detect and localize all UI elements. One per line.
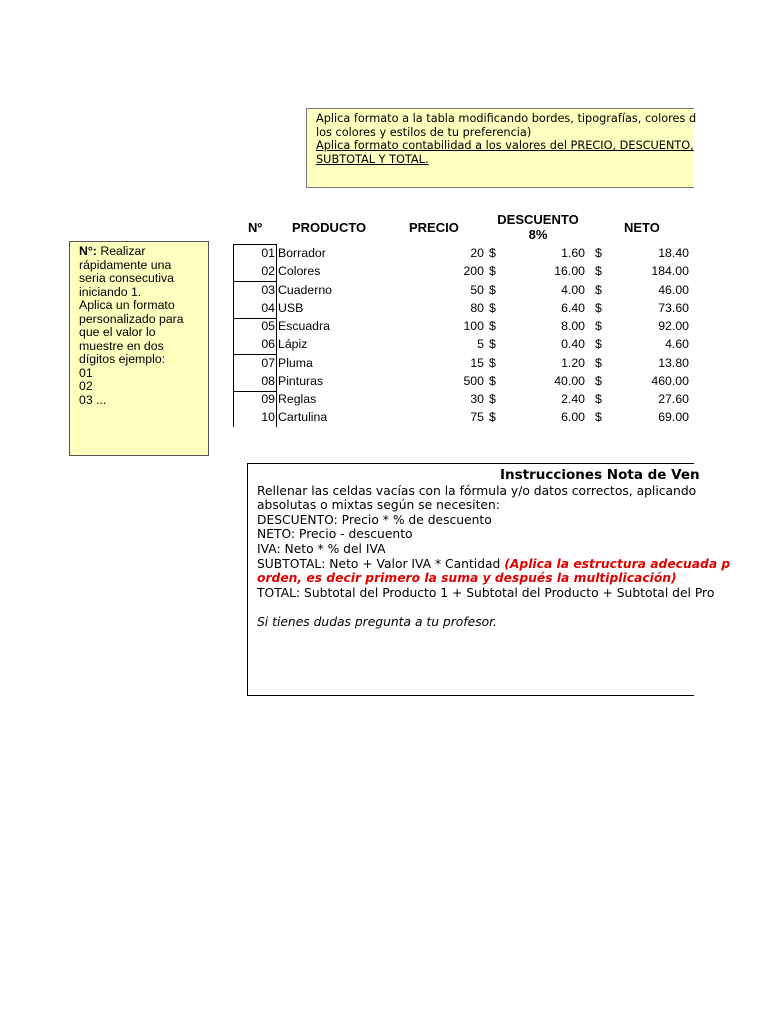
cell-discount[interactable]: 16.00 (554, 264, 585, 279)
instructions-line-subtotal (257, 556, 731, 572)
note-line-1: Aplica formato a la tabla modificando bordes, tipografías, colores d (316, 112, 697, 125)
cell-no[interactable]: 09 (261, 392, 275, 406)
cell-discount[interactable]: 6.40 (561, 300, 585, 315)
cell-net[interactable]: 13.80 (658, 355, 689, 370)
comment-line: seria consecutiva (79, 271, 175, 285)
cell-price[interactable]: 80 (470, 300, 484, 315)
table-row (232, 299, 694, 317)
table-row (232, 262, 694, 280)
cell-discount[interactable]: 8.00 (561, 319, 585, 333)
cell-net[interactable]: 18.40 (658, 246, 689, 260)
cell-no[interactable]: 04 (261, 300, 275, 315)
cell-net[interactable]: 460.00 (651, 373, 689, 388)
instructions-line-order: orden, es decir primero la suma y después la multiplicación) (257, 571, 677, 586)
comment-line-0 (79, 245, 208, 259)
currency-symbol: $ (489, 246, 496, 260)
comment-line: rápidamente una (79, 257, 172, 272)
cell-net[interactable]: 92.00 (658, 319, 689, 333)
currency-symbol: $ (595, 392, 602, 406)
currency-symbol: $ (489, 282, 496, 297)
cell-price[interactable]: 20 (470, 246, 484, 260)
comment-line: Aplica un formato (79, 298, 175, 312)
instructions-line: IVA: Neto * % del IVA (257, 541, 386, 556)
cell-product[interactable]: Lápiz (278, 337, 308, 352)
currency-symbol: $ (489, 300, 496, 315)
cell-product[interactable]: Pinturas (278, 373, 324, 388)
comment-line: que el valor lo (79, 325, 156, 339)
cell-discount[interactable]: 1.60 (561, 246, 585, 260)
cell-net[interactable]: 46.00 (658, 282, 689, 297)
cell-price[interactable]: 5 (477, 337, 484, 352)
cell-net[interactable]: 184.00 (651, 264, 689, 279)
subtotal-text: SUBTOTAL: Neto + Valor IVA * Cantidad (257, 556, 505, 571)
table-row (232, 281, 694, 299)
cell-product[interactable]: Cartulina (278, 410, 328, 425)
format-instructions-note (306, 108, 697, 188)
cell-discount[interactable]: 6.00 (561, 410, 585, 425)
currency-symbol: $ (489, 392, 496, 406)
table-row (232, 408, 694, 426)
cell-price[interactable]: 500 (463, 373, 484, 388)
cell-no[interactable]: 07 (261, 355, 275, 370)
instructions-line: absolutas o mixtas según se necesiten: (257, 498, 500, 513)
comment-line: personalizado para (79, 311, 184, 326)
cell-price[interactable]: 50 (470, 282, 484, 297)
comment-line: iniciando 1. (79, 284, 142, 299)
sales-note-instructions (247, 463, 731, 696)
cell-product[interactable]: Cuaderno (278, 282, 333, 297)
comment-line: 02 (79, 379, 93, 393)
table-row (232, 354, 694, 372)
instructions-line: TOTAL: Subtotal del Producto 1 + Subtotal del Producto + Subtotal del Pro (257, 585, 715, 600)
comment-label: N°: (79, 244, 97, 258)
cell-no[interactable]: 03 (261, 282, 275, 297)
cell-discount[interactable]: 1.20 (561, 355, 585, 370)
currency-symbol: $ (489, 410, 496, 425)
currency-symbol: $ (489, 355, 496, 370)
cell-price[interactable]: 75 (470, 410, 484, 425)
table-row (232, 244, 694, 262)
instructions-line: Rellenar las celdas vacías con la fórmula y/o datos correctos, aplicando (257, 483, 697, 498)
cell-discount[interactable]: 4.00 (561, 282, 585, 297)
instructions-line: DESCUENTO: Precio * % de descuento (257, 512, 492, 527)
cell-product[interactable]: Escuadra (278, 319, 330, 333)
note-line-2: los colores y estilos de tu preferencia) (316, 125, 532, 139)
header-discount (486, 212, 590, 242)
currency-symbol: $ (595, 246, 602, 260)
cell-price[interactable]: 30 (470, 392, 484, 406)
cell-net[interactable]: 73.60 (658, 300, 689, 315)
currency-symbol: $ (489, 337, 496, 352)
cell-no[interactable]: 02 (261, 264, 275, 279)
cell-net[interactable]: 27.60 (658, 392, 689, 406)
header-discount-pct: 8% (528, 227, 548, 242)
comment-line: 03 ... (79, 392, 107, 407)
comment-line: muestre en dos (79, 338, 164, 353)
cell-product[interactable]: USB (278, 300, 304, 315)
subtotal-hint: (Aplica la estructura adecuada p (504, 556, 731, 571)
table-row (232, 372, 694, 390)
currency-symbol: $ (595, 373, 602, 388)
instructions-footer: Si tienes dudas pregunta a tu profesor. (257, 614, 497, 629)
currency-symbol: $ (489, 373, 496, 388)
note-line-4: SUBTOTAL Y TOTAL. (316, 152, 429, 166)
instructions-title: Instrucciones Nota de Ven (500, 467, 700, 483)
cell-price[interactable]: 15 (470, 355, 484, 370)
cell-discount[interactable]: 40.00 (554, 373, 585, 388)
currency-symbol: $ (489, 319, 496, 333)
cell-product[interactable]: Borrador (278, 246, 326, 260)
cell-product[interactable]: Colores (278, 264, 321, 279)
cell-product[interactable]: Pluma (278, 355, 313, 370)
comment-line: 01 (79, 365, 93, 380)
cell-product[interactable]: Reglas (278, 392, 317, 406)
cell-net[interactable]: 69.00 (658, 410, 689, 425)
currency-symbol: $ (595, 319, 602, 333)
header-no: Nº (248, 220, 263, 235)
note-line-3: Aplica formato contabilidad a los valores del PRECIO, DESCUENTO, (316, 139, 694, 152)
spacer (257, 600, 694, 615)
table-row (232, 390, 694, 408)
currency-symbol: $ (595, 355, 602, 370)
cell-no[interactable]: 10 (261, 410, 275, 425)
cell-no[interactable]: 05 (261, 319, 275, 333)
cell-no[interactable]: 01 (261, 246, 275, 260)
numbering-comment (69, 241, 209, 456)
cell-no[interactable]: 08 (261, 373, 275, 388)
currency-symbol: $ (595, 337, 602, 352)
currency-symbol: $ (595, 264, 602, 279)
comment-line: Realizar (100, 244, 146, 258)
cell-discount[interactable]: 0.40 (561, 337, 585, 352)
cell-price[interactable]: 100 (463, 319, 484, 333)
cell-no[interactable]: 06 (261, 337, 275, 352)
comment-line: dígitos ejemplo: (79, 352, 166, 366)
cell-net[interactable]: 4.60 (665, 337, 689, 352)
currency-symbol: $ (489, 264, 496, 279)
header-product: PRODUCTO (292, 220, 367, 235)
cell-discount[interactable]: 2.40 (561, 392, 585, 406)
currency-symbol: $ (595, 410, 602, 425)
table-row (232, 317, 694, 335)
table-row (232, 335, 694, 353)
currency-symbol: $ (595, 282, 602, 297)
header-net: NETO (624, 220, 660, 235)
cell-price[interactable]: 200 (463, 264, 484, 279)
header-discount-label: DESCUENTO (497, 212, 579, 227)
currency-symbol: $ (595, 300, 602, 315)
instructions-line: NETO: Precio - descuento (257, 527, 413, 542)
header-price: PRECIO (409, 220, 459, 235)
